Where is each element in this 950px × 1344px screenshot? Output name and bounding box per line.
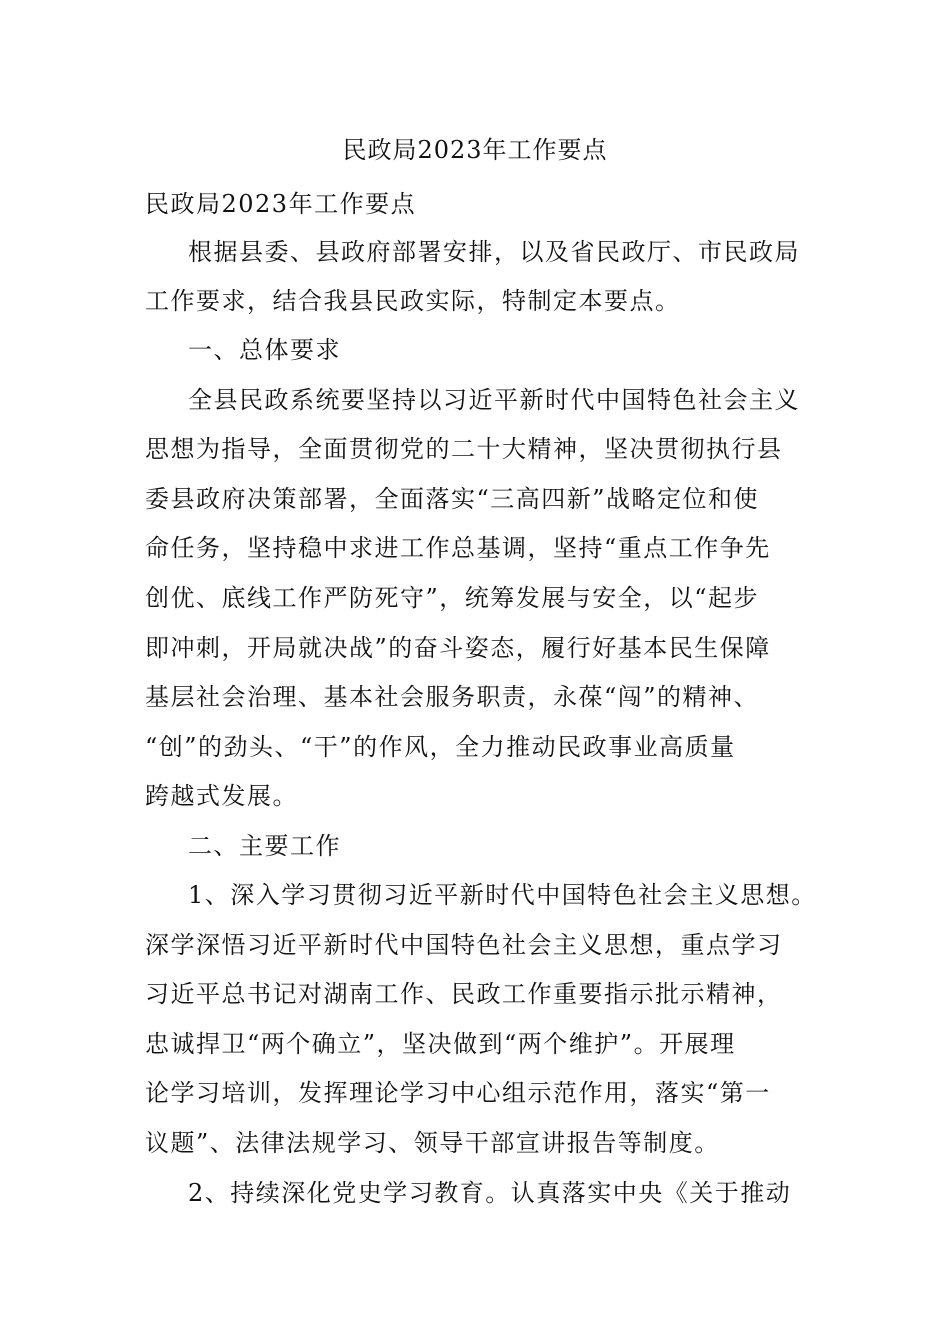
- document-subtitle: 民政局2023年工作要点: [145, 190, 417, 218]
- paragraph-line: 忠诚捍卫“两个确立”，坚决做到“两个维护”。开展理: [145, 1030, 736, 1058]
- paragraph-line: 创优、底线工作严防死守”，统筹发展与安全，以“起步: [145, 584, 760, 612]
- paragraph-line: “创”的劲头、“干”的作风，全力推动民政事业高质量: [145, 733, 736, 761]
- paragraph-line: 基层社会治理、基本社会服务职责，永葆“闯”的精神、: [145, 683, 760, 711]
- paragraph-line: 深学深悟习近平新时代中国特色社会主义思想，重点学习: [145, 931, 783, 959]
- paragraph-line: 论学习培训，发挥理论学习中心组示范作用，落实“第一: [145, 1079, 771, 1107]
- paragraph-line: 议题”、法律法规学习、领导干部宣讲报告等制度。: [145, 1129, 720, 1157]
- paragraph-line: 全县民政系统要坚持以习近平新时代中国特色社会主义: [188, 386, 800, 414]
- paragraph-line: 思想为指导，全面贯彻党的二十大精神，坚决贯彻执行县: [145, 435, 783, 463]
- paragraph-line: 委县政府决策部署，全面落实“三高四新”战略定位和使: [145, 485, 760, 513]
- paragraph-line: 根据县委、县政府部署安排，以及省民政厅、市民政局: [188, 238, 800, 266]
- paragraph-line: 命任务，坚持稳中求进工作总基调，坚持“重点工作争先: [145, 534, 771, 562]
- paragraph-line: 即冲刺，开局就决战”的奋斗姿态，履行好基本民生保障: [145, 634, 771, 662]
- section-heading: 一、总体要求: [188, 336, 341, 364]
- paragraph-line: 1、深入学习贯彻习近平新时代中国特色社会主义思想。: [188, 881, 817, 909]
- paragraph-line: 跨越式发展。: [145, 782, 298, 810]
- section-heading: 二、主要工作: [188, 832, 341, 860]
- document-title: 民政局2023年工作要点: [342, 136, 608, 164]
- paragraph-line: 工作要求，结合我县民政实际，特制定本要点。: [145, 287, 681, 315]
- paragraph-line: 习近平总书记对湖南工作、民政工作重要指示批示精神，: [145, 980, 783, 1008]
- paragraph-line: 2、持续深化党史学习教育。认真落实中央《关于推动: [188, 1179, 792, 1207]
